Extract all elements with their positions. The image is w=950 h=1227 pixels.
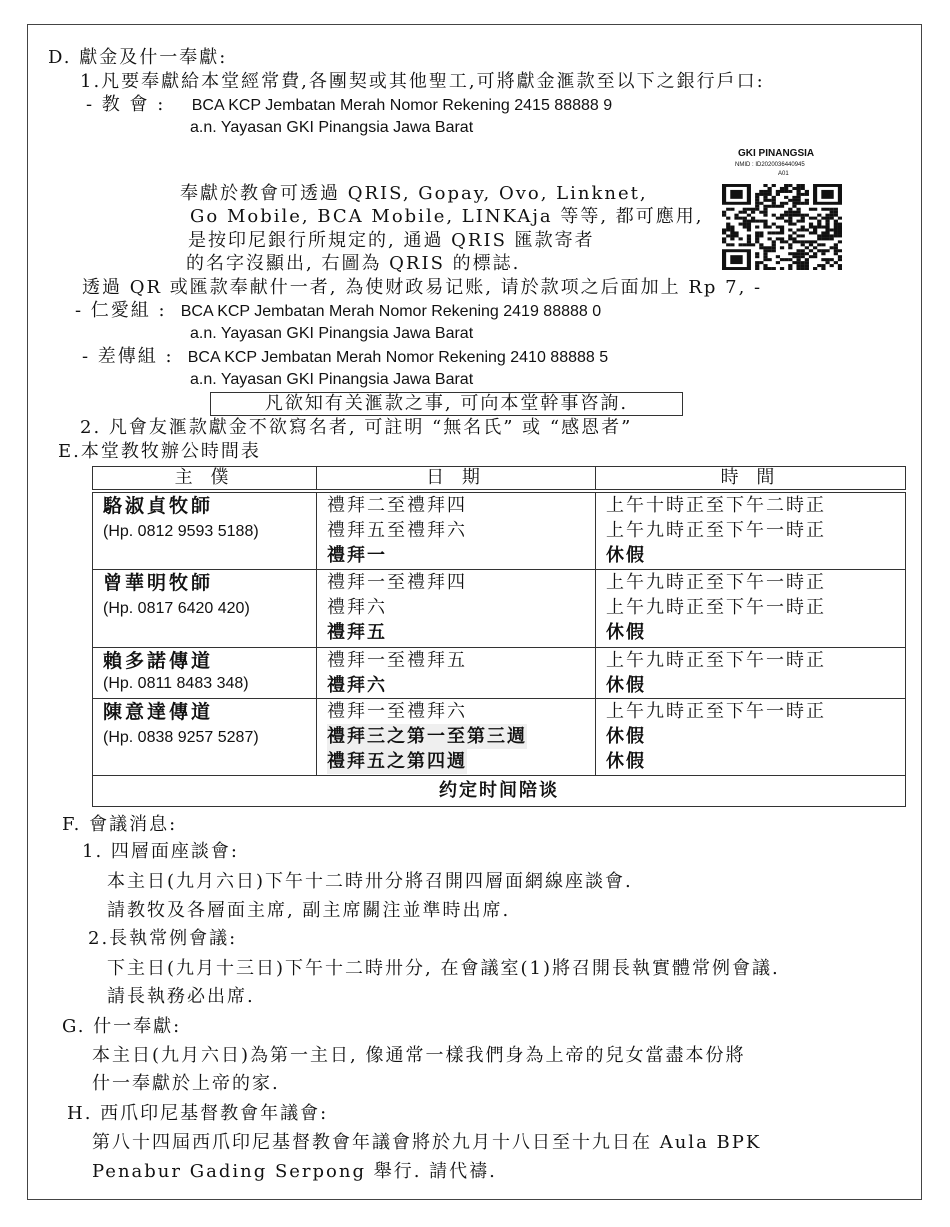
tithe-line: 什一奉獻於上帝的家.: [92, 1073, 280, 1094]
section-d-heading: D. 獻金及什一奉獻:: [48, 47, 228, 68]
synod-line: 第八十四屆西爪印尼基督教會年議會將於九月十八日至十九日在 Aula BPK: [92, 1132, 762, 1153]
days-cell: [317, 569, 596, 647]
days-cell: [317, 491, 596, 569]
days-cell: [317, 647, 596, 698]
day-off: 禮拜六: [327, 674, 387, 696]
time-range: 上午九時正至下午一時正: [606, 700, 826, 722]
meeting-2-title: 2.長執常例會議:: [88, 928, 238, 949]
table-footer-row: [93, 775, 906, 806]
servant-name: 陳意達傳道: [103, 700, 214, 723]
meeting-2-line: 請長執務必出席.: [107, 986, 255, 1007]
day-off: 禮拜三之第一至第三週: [327, 725, 527, 747]
table-header-row: [93, 467, 906, 492]
time-range: 上午九時正至下午一時正: [606, 520, 826, 541]
table-row: [93, 698, 906, 775]
servant-phone: (Hp. 0811 8483 348): [103, 674, 249, 692]
donation-item-2: 2. 凡會友滙款獻金不欲寫名者, 可註明 “無名氏” 或 “感恩者”: [80, 417, 633, 438]
section-g-heading: G. 什一奉獻:: [62, 1016, 182, 1037]
time-range: 上午十時正至下午二時正: [606, 495, 826, 516]
day-range: 禮拜一至禮拜六: [327, 700, 467, 722]
meeting-2-line: 下主日(九月十三日)下午十二時卅分, 在會議室(1)將召開長執實體常例會議.: [107, 958, 780, 979]
servant-name: 駱淑貞牧師: [103, 495, 214, 517]
servant-cell: [93, 698, 317, 775]
leave-label: 休假: [606, 545, 646, 566]
qris-terminal-code: A01: [778, 171, 789, 177]
leave-label: 休假: [606, 750, 646, 772]
leave-label: 休假: [606, 674, 646, 696]
office-hours-table: [92, 466, 906, 807]
appointment-note: 约定时间陪谈: [93, 775, 906, 806]
column-header-days: 日 期: [317, 467, 596, 492]
inquiry-notice-box: [210, 392, 683, 416]
qris-info-line: 是按印尼銀行所規定的, 通過 QRIS 匯款寄者: [188, 230, 595, 251]
section-f-heading: F. 會議消息:: [62, 814, 178, 835]
qris-merchant-name: GKI PINANGSIA: [738, 148, 815, 159]
church-account-holder: a.n. Yayasan GKI Pinangsia Jawa Barat: [190, 119, 474, 136]
qris-info-line: Go Mobile, BCA Mobile, LINKAja 等等, 都可應用,: [190, 206, 704, 227]
time-range: 上午九時正至下午一時正: [606, 571, 826, 593]
day-range: 禮拜一至禮拜四: [327, 571, 467, 593]
servant-cell: [93, 647, 317, 698]
meeting-1-line: 請教牧及各層面主席, 副主席關注並準時出席.: [107, 900, 511, 921]
meeting-1-title: 1. 四層面座談會:: [82, 841, 239, 862]
tithe-note: 透過 QR 或匯款奉献什一者, 為使财政易记账, 请於款项之后面加上 Rp 7, -: [82, 277, 763, 298]
day-range: 禮拜一至禮拜五: [327, 649, 467, 671]
charity-account-bank: BCA KCP Jembatan Merah Nomor Rekening 2419 88888 0: [180, 303, 602, 320]
charity-account-label: - 仁愛組 :: [75, 300, 167, 321]
column-header-servant: 主 僕: [93, 467, 317, 492]
day-range: 禮拜二至禮拜四: [327, 495, 467, 516]
qris-info-line: 的名字沒顯出, 右圖為 QRIS 的標誌.: [186, 253, 521, 274]
inquiry-notice-text: 凡欲知有关滙款之事, 可向本堂幹事咨詢.: [264, 393, 629, 414]
time-range: 上午九時正至下午一時正: [606, 596, 826, 618]
days-cell: [317, 698, 596, 775]
donation-item-1: 1.凡要奉獻給本堂經常費,各團契或其他聖工,可將獻金滙款至以下之銀行戶口:: [80, 71, 765, 92]
servant-phone: (Hp. 0817 6420 420): [103, 599, 250, 617]
qris-nmid: NMID : ID2020036440945: [735, 162, 805, 168]
mission-account-bank: BCA KCP Jembatan Merah Nomor Rekening 2410 88888 5: [187, 349, 609, 366]
day-off: 禮拜五之第四週: [327, 750, 467, 772]
day-range: 禮拜五至禮拜六: [327, 520, 467, 541]
tithe-line: 本主日(九月六日)為第一主日, 像通常一樣我們身為上帝的兒女當盡本份將: [92, 1045, 746, 1066]
church-account-bank: BCA KCP Jembatan Merah Nomor Rekening 2415 88888 9: [191, 97, 613, 114]
hours-cell: [596, 698, 906, 775]
hours-cell: [596, 569, 906, 647]
charity-account-holder: a.n. Yayasan GKI Pinangsia Jawa Barat: [190, 325, 474, 342]
servant-phone: (Hp. 0838 9257 5287): [103, 728, 259, 746]
table-row: [93, 491, 906, 569]
mission-account-line: [82, 346, 608, 369]
meeting-1-line: 本主日(九月六日)下午十二時卅分將召開四層面網線座談會.: [107, 871, 633, 892]
column-header-hours: 時 間: [596, 467, 906, 492]
table-row: [93, 569, 906, 647]
day-off: 禮拜五: [327, 621, 387, 643]
leave-label: 休假: [606, 621, 646, 643]
church-account-line: [86, 94, 612, 117]
section-e-heading: E.本堂教牧辦公時間表: [58, 441, 261, 462]
day-range: 禮拜六: [327, 596, 387, 618]
servant-cell: [93, 491, 317, 569]
synod-line: Penabur Gading Serpong 舉行. 請代禱.: [92, 1161, 497, 1182]
servant-phone: (Hp. 0812 9593 5188): [103, 523, 259, 540]
leave-label: 休假: [606, 725, 646, 747]
servant-cell: [93, 569, 317, 647]
day-off: 禮拜一: [327, 545, 387, 566]
servant-name: 賴多諾傳道: [103, 649, 214, 672]
servant-name: 曾華明牧師: [103, 571, 214, 594]
qris-info-line: 奉獻於教會可透過 QRIS, Gopay, Ovo, Linknet,: [180, 183, 648, 204]
hours-cell: [596, 647, 906, 698]
qris-qr-code: [722, 184, 842, 270]
hours-cell: [596, 491, 906, 569]
charity-account-line: [75, 300, 601, 323]
church-account-label: - 教 會 :: [86, 94, 166, 115]
mission-account-holder: a.n. Yayasan GKI Pinangsia Jawa Barat: [190, 371, 474, 388]
mission-account-label: - 差傳組 :: [82, 346, 174, 367]
table-row: [93, 647, 906, 698]
section-h-heading: H. 西爪印尼基督教會年議會:: [67, 1103, 329, 1124]
time-range: 上午九時正至下午一時正: [606, 649, 826, 671]
